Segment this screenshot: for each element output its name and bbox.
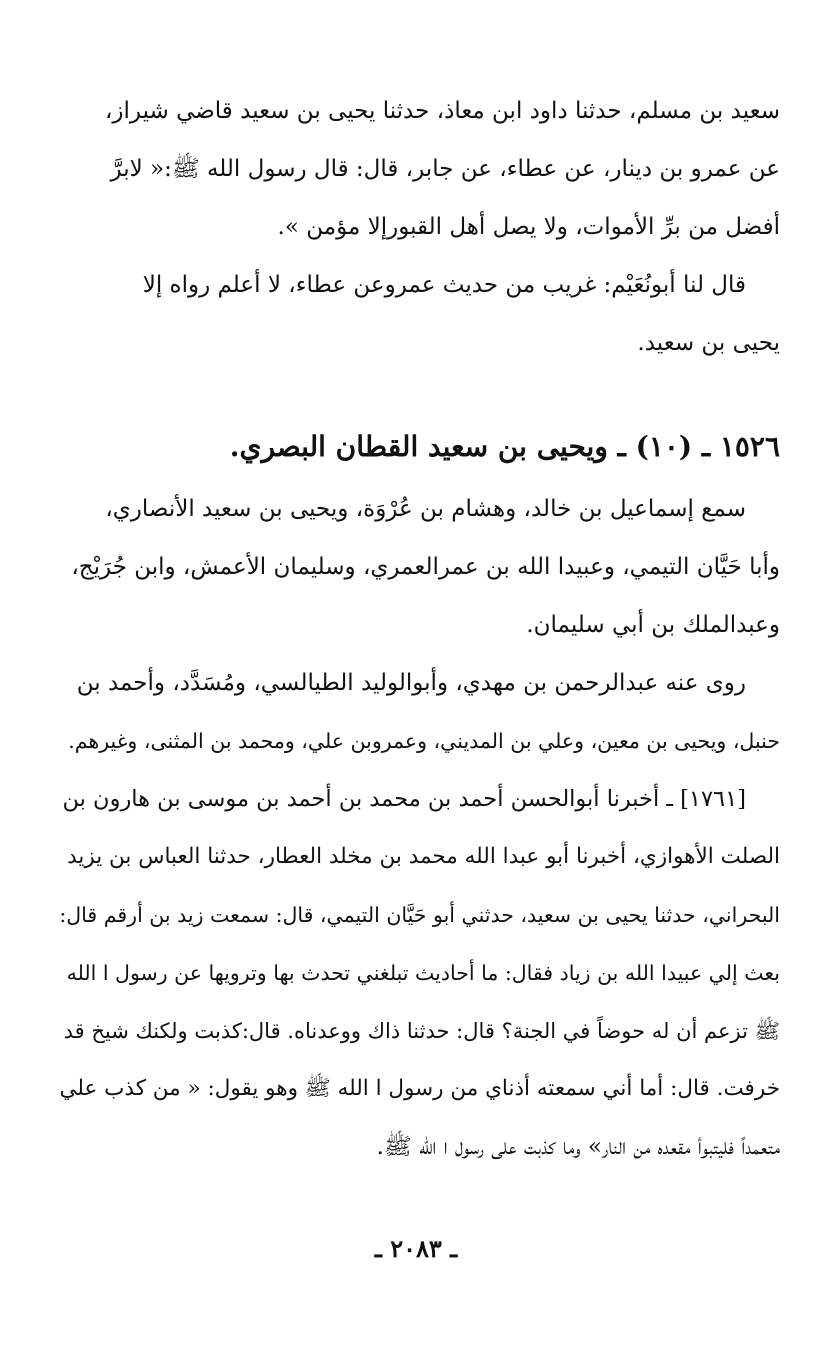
text-line: عن عمرو بن دينار، عن عطاء، عن جابر، قال: قال رسول الله ﷺ:« لابرَّ bbox=[110, 156, 780, 182]
text-line: متعمداً فليتبوأ مقعده من النار» وما كذبت على رسول ا الله ﷺ. bbox=[376, 1134, 780, 1160]
document-page bbox=[52, 82, 780, 1176]
text-line: بعث إلي عبيدا الله بن زياد فقال: ما أحاديث تبلغني تحدث بها وترويها عن رسول ا الله bbox=[66, 961, 780, 985]
text-line: وعبدالملك بن أبي سليمان. bbox=[526, 612, 780, 638]
text-line: الصلت الأهوازي، أخبرنا أبو عبدا الله محمد بن مخلد العطار، حدثنا العباس بن يزيد bbox=[67, 844, 780, 869]
text-line: قال لنا أبونُعَيْم: غريب من حديث عمروعن عطاء، لا أعلم رواه إلا bbox=[142, 272, 746, 298]
text-line: سعيد بن مسلم، حدثنا داود ابن معاذ، حدثنا يحيى بن سعيد قاضي شيراز، bbox=[104, 98, 780, 124]
text-line: البحراني، حدثنا يحيى بن سعيد، حدثني أبو حَيَّان التيمي، قال: سمعت زيد بن أرقم قال: bbox=[59, 903, 780, 927]
paragraph-teachers bbox=[52, 480, 780, 654]
text-line: روى عنه عبدالرحمن بن مهدي، وأبوالوليد الطيالسي، ومُسَدَّد، وأحمد بن bbox=[76, 670, 746, 696]
text-line: [١٧٦١] ـ أخبرنا أبوالحسن أحمد بن محمد بن أحمد بن موسى بن هارون بن bbox=[62, 786, 746, 812]
entry-heading: ١٥٢٦ ـ (١٠) ـ ويحيى بن سعيد القطان البصري. bbox=[229, 430, 780, 463]
text-line: سمع إسماعيل بن خالد، وهشام بن عُرْوَة، ويحيى بن سعيد الأنصاري، bbox=[105, 496, 746, 522]
section-spacer bbox=[52, 372, 780, 414]
text-line: أفضل من برِّ الأموات، ولا يصل أهل القبورإلا مؤمن ». bbox=[277, 214, 780, 240]
paragraph-narration bbox=[52, 770, 780, 1176]
text-line: وأبا حَيَّان التيمي، وعبيدا الله بن عمرالعمري، وسليمان الأعمش، وابن جُرَيْج، bbox=[71, 554, 780, 580]
page-number: ـ ٢٠٨٣ ـ bbox=[374, 1234, 458, 1263]
text-line: ﷺ تزعم أن له حوضاً في الجنة؟ قال: حدثنا ذاك ووعدناه. قال:كذبت ولكنك شيخ قد bbox=[63, 1019, 780, 1043]
paragraph-students bbox=[52, 654, 780, 770]
paragraph-hadith-text bbox=[52, 82, 780, 256]
text-line: حنبل، ويحيى بن معين، وعلي بن المديني، وعمروبن علي، ومحمد بن المثنى، وغيرهم. bbox=[68, 729, 780, 753]
paragraph-commentary bbox=[52, 256, 780, 372]
text-line: يحيى بن سعيد. bbox=[637, 330, 780, 356]
text-line: خرفت. قال: أما أني سمعته أذناي من رسول ا الله ﷺ وهو يقول: « من كذب علي bbox=[59, 1076, 780, 1101]
